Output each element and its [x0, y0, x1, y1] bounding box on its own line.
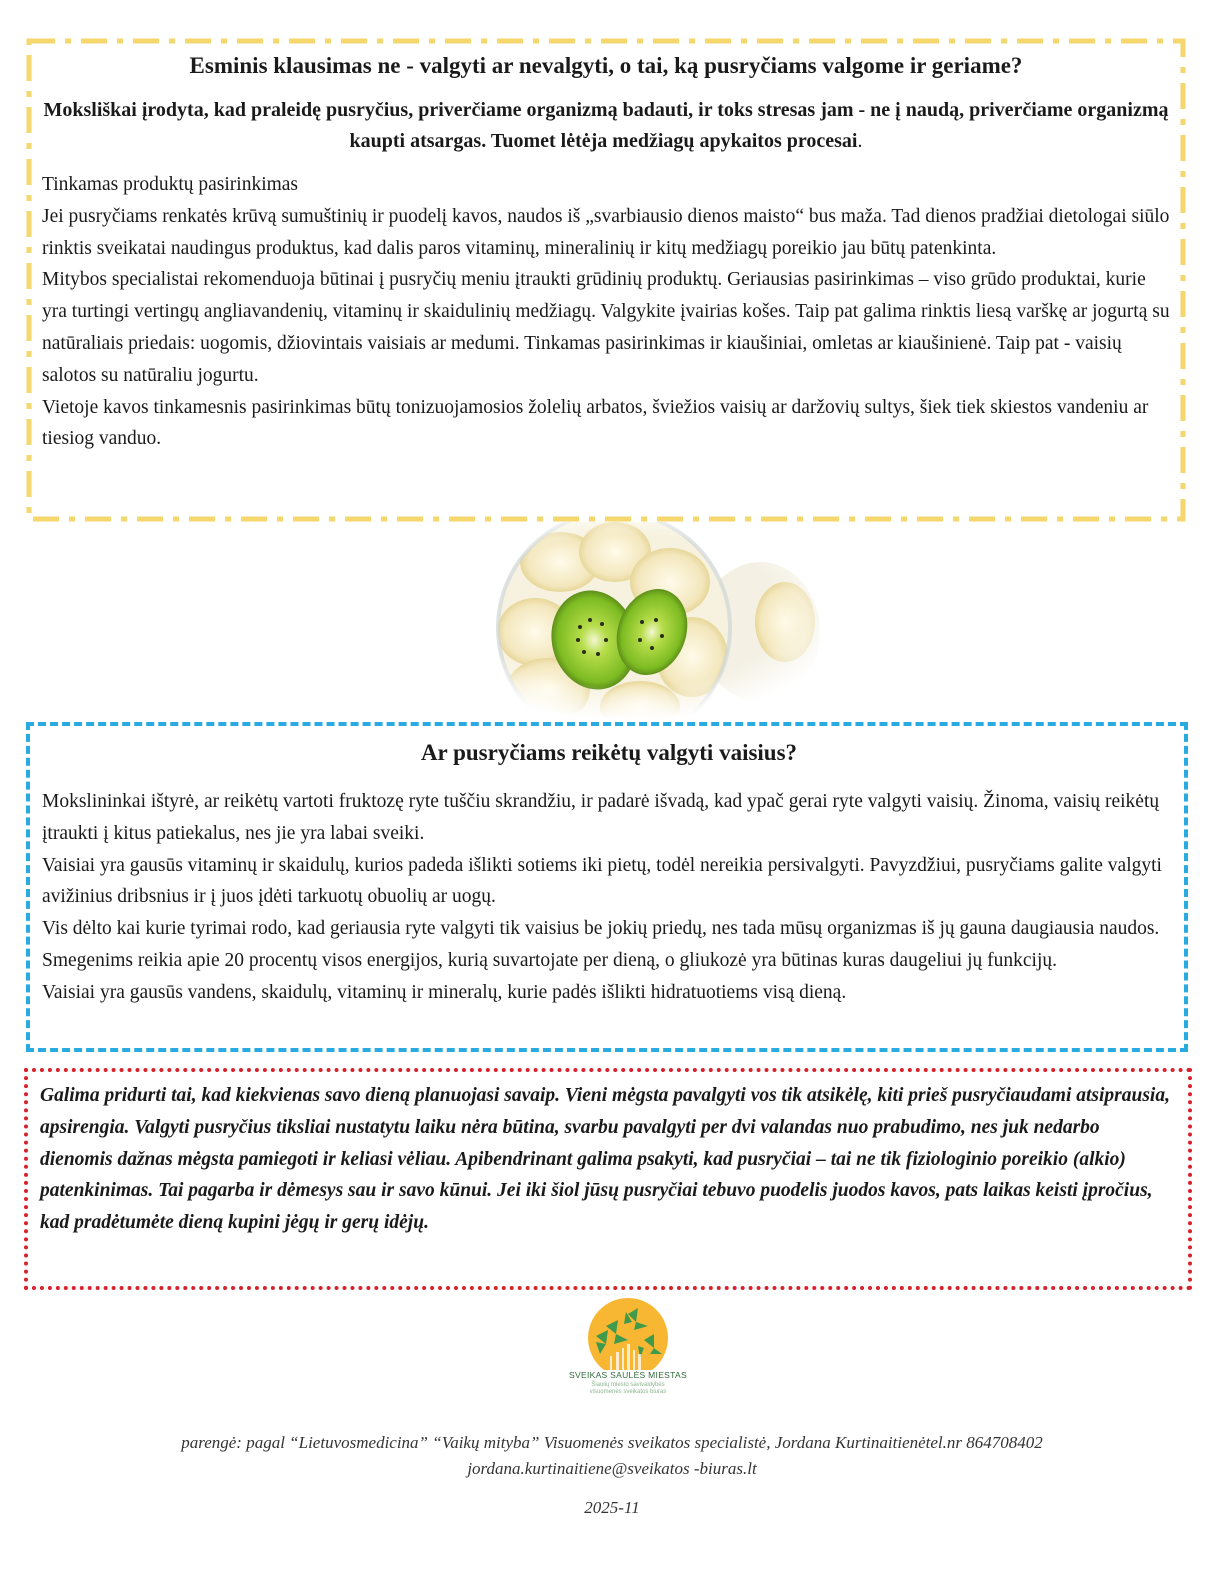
logo-subtitle-line: Šiaulių miesto savivaldybės [591, 1382, 665, 1388]
paragraph: Vis dėlto kai kurie tyrimai rodo, kad geriausia ryte valgyti tik vaisius be jokių priedų, nes tada mūsų organizmas iš jų gauna daugiausia naudos. Smegenims reikia apie 20 procentų visos energijos, kurią suvartojate per dieną, o gliukozė yra būtinas kuras daugeliui jų funkcijų. [42, 918, 1160, 971]
paragraph: Jei pusryčiams renkatės krūvą sumuštinių ir puodelį kavos, naudos iš „svarbiausio dienos maisto“ bus maža. Tad dienos pradžiai dietologai siūlo rinktis sveikatai naudingus produktus, kad dalis paros vitaminų, mineralinių ir kitų medžiagų poreikio jau būtų patenkinta. [42, 205, 1170, 259]
intro-body [42, 169, 1170, 455]
logo-subtitle-line: visuomenės sveikatos biuras [589, 1389, 667, 1395]
author-credit: parengė: pagal “Lietuvosmedicina” “Vaikų mityba” Visuomenės sveikatos specialistė, Jordana Kurtinaitienėtel.nr 864708402 [181, 1433, 1043, 1452]
summary-box [24, 1068, 1192, 1290]
issue-date: 2025-11 [584, 1498, 640, 1517]
paragraph: Mitybos specialistai rekomenduoja būtinai į pusryčių meniu įtraukti grūdinių produktų. Geriausias pasirinkimas – viso grūdo produktai, kurie yra turtingi vertingų angliavandenių, vitaminų ir skaidulinių medžiagų. Valgykite įvairias košes. Taip pat galima rinktis liesą varškę ar jogurtą su natūraliais priedais: uogomis, džiovintais vaisiais ar medumi. Tinkamas pasirinkimas ir kiaušiniai, omletas ar kiaušinienė. Taip pat - vaisių salotos su natūraliu jogurtu. [42, 269, 1170, 386]
logo-title: SVEIKAS SAULĖS MIESTAS [569, 1370, 687, 1380]
fruit-box [26, 722, 1188, 1052]
lead-paragraph [42, 95, 1170, 157]
lead-text: Moksliškai įrodyta, kad praleidę pusryčius, priverčiame organizmą badauti, ir toks stresas jam - ne į naudą, priverčiame organizmą kaupti atsargas. Tuomet lėtėja medžiagų apykaitos procesai [43, 99, 1169, 152]
fruit-body [42, 786, 1176, 1009]
fruit-heading: Ar pusryčiams reikėtų valgyti vaisius? [420, 740, 798, 765]
kiwi-banana-jar-photo [430, 522, 830, 720]
lead-end: . [857, 130, 863, 152]
author-email: jordana.kurtinaitiene@sveikatos -biuras.lt [467, 1459, 757, 1478]
paragraph: Vaisiai yra gausūs vitaminų ir skaidulų, kurios padeda išlikti sotiems iki pietų, todėl nereikia persivalgyti. Pavyzdžiui, pusryčiams galite valgyti avižinius dribsnius ir į juos įdėti tarkuotų obuolių ar uogų. [42, 854, 1162, 908]
sun-pinwheel-city-logo [566, 1296, 690, 1406]
summary-text: Galima pridurti tai, kad kiekvienas savo dieną planuojasi savaip. Vieni mėgsta pavalgyti vos tik atsikėlę, kiti prieš pusryčiaudami atsiprausia, apsirengia. Valgyti pusryčius tiksliai nustatytu laiku nėra būtina, svarbu pavalgyti per dvi valandas nuo prabudimo, nes juk nedarbo dienomis dažnas mėgsta pamiegoti ir keliasi vėliau. Apibendrinant galima psakyti, kad pusryčiai – tai ne tik fiziologinio poreikio (alkio) patenkinimas. Tai pagarba ir dėmesys sau ir savo kūnui. Jei iki šiol jūsų pusryčiai tebuvo puodelis juodos kavos, pats laikas keisti įpročius, kad pradėtumėte dieną kupini jėgų ir gerų idėjų. [40, 1085, 1170, 1234]
intro-box [26, 38, 1186, 522]
paragraph: Vaisiai yra gausūs vandens, skaidulų, vitaminų ir mineralų, kurie padės išlikti hidratuotiems visą dieną. [42, 981, 847, 1003]
main-heading: Esminis klausimas ne - valgyti ar nevalgyti, o tai, ką pusryčiams valgome ir geriame? [189, 53, 1023, 78]
paragraph: Mokslininkai ištyrė, ar reikėtų vartoti fruktozę ryte tuščiu skrandžiu, ir padarė išvadą, kad ypač gerai ryte valgyti vaisių. Žinoma, vaisių reikėtų įtraukti į kitus patiekalus, nes jie yra labai sveiki. [42, 791, 1160, 844]
subheading-product-choice: Tinkamas produktų pasirinkimas [42, 174, 299, 195]
sun-pinwheel-icon [566, 1296, 690, 1370]
logo-subtitle [566, 1382, 690, 1396]
paragraph: Vietoje kavos tinkamesnis pasirinkimas būtų tonizuojamosios žolelių arbatos, šviežios vaisių ar daržovių sultys, šiek tiek skiestos vandeniu ar tiesiog vanduo. [42, 396, 1149, 450]
